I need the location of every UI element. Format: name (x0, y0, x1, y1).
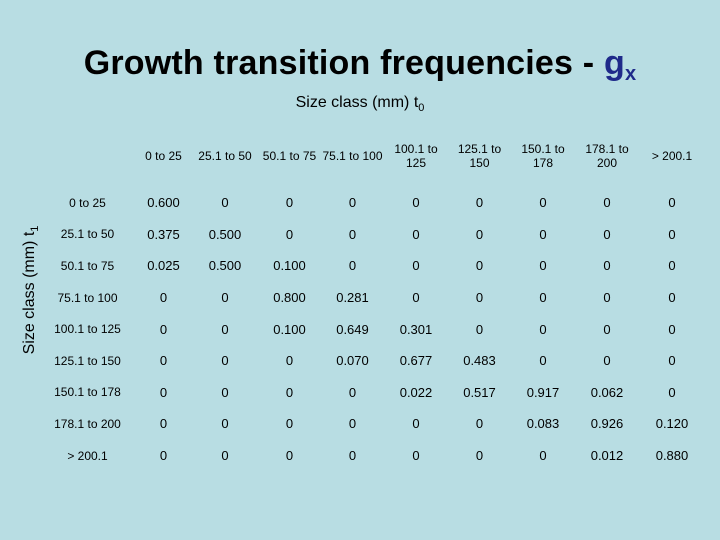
column-header: 100.1 to 125 (394, 142, 438, 170)
column-axis-label (0, 94, 720, 114)
table-cell: 0 (412, 226, 420, 242)
table-cell: 0 (221, 195, 229, 211)
table-cell: 0 (285, 353, 294, 369)
table-cell: 0 (159, 321, 168, 337)
table-cell: 0.517 (463, 384, 496, 400)
table-cell: 0 (603, 226, 611, 242)
table-row (40, 250, 705, 282)
table-cell: 0 (159, 290, 168, 306)
row-header: 0 to 25 (69, 195, 106, 210)
column-axis-subscript: 0 (418, 102, 425, 115)
table-cell: 0.022 (399, 384, 433, 400)
table-cell: 0.600 (147, 195, 180, 211)
row-header: > 200.1 (67, 448, 108, 463)
table-cell: 0 (348, 195, 357, 211)
row-header: 50.1 to 75 (60, 258, 115, 273)
corner-cell (40, 125, 135, 187)
title-symbol-subscript: x (624, 63, 637, 85)
row-header: 125.1 to 150 (54, 353, 121, 368)
table-row (40, 345, 705, 377)
row-header: 150.1 to 178 (54, 385, 121, 400)
table-cell: 0 (159, 448, 168, 464)
table-row (40, 282, 705, 314)
table-cell: 0 (412, 416, 420, 432)
table-cell: 0 (668, 290, 676, 306)
table-cell: 0.800 (273, 290, 306, 306)
table-cell: 0 (348, 416, 357, 432)
table-row (40, 377, 705, 409)
table-cell: 0 (221, 290, 229, 306)
table-cell: 0 (603, 195, 611, 211)
table-cell: 0 (348, 448, 357, 464)
table-cell: 0 (348, 226, 357, 242)
row-axis-label-text: Size class (mm) t (20, 231, 38, 355)
table-cell: 0.100 (273, 258, 306, 274)
table-cell: 0.375 (147, 226, 180, 242)
column-header: > 200.1 (651, 149, 693, 163)
title-symbol (603, 44, 637, 85)
table-cell: 0 (221, 353, 229, 369)
table-cell: 0 (475, 448, 484, 464)
table-cell: 0 (668, 195, 676, 211)
table-cell: 0 (412, 290, 420, 306)
table-row (40, 187, 705, 219)
table-cell: 0 (221, 448, 229, 464)
table-cell: 0 (539, 321, 547, 337)
table-cell: 0.025 (147, 258, 180, 274)
table-cell: 0.500 (208, 226, 242, 242)
table-cell: 0 (539, 226, 547, 242)
table-cell: 0 (285, 226, 294, 242)
table-cell: 0.649 (336, 321, 369, 337)
row-header: 178.1 to 200 (54, 416, 121, 431)
row-header: 75.1 to 100 (57, 290, 118, 305)
slide-title-text: Growth transition frequencies - (83, 44, 604, 82)
table-cell: 0 (159, 353, 168, 369)
table-cell: 0 (603, 353, 611, 369)
table-cell: 0 (285, 416, 294, 432)
table-cell: 0.012 (590, 448, 624, 464)
column-header: 50.1 to 75 (262, 149, 317, 163)
table-cell: 0 (668, 384, 676, 400)
row-axis-label (21, 226, 41, 355)
table-cell: 0 (285, 195, 294, 211)
table-cell: 0.926 (590, 416, 624, 432)
table-cell: 0 (539, 448, 547, 464)
table-cell: 0 (475, 416, 484, 432)
table-cell: 0 (539, 195, 547, 211)
table-cell: 0 (603, 321, 611, 337)
table-cell: 0 (348, 258, 357, 274)
table-cell: 0.483 (463, 353, 496, 369)
table-cell: 0.500 (208, 258, 242, 274)
table-header (40, 125, 705, 187)
table-cell: 0 (475, 226, 484, 242)
table-cell: 0 (475, 321, 484, 337)
table-cell: 0 (348, 384, 357, 400)
transition-table (40, 125, 705, 471)
table-cell: 0 (668, 321, 676, 337)
table-row (40, 408, 705, 440)
table-cell: 0 (159, 416, 168, 432)
column-header: 125.1 to 150 (457, 142, 502, 170)
table-cell: 0 (539, 258, 547, 274)
column-header: 178.1 to 200 (585, 142, 629, 170)
column-header: 0 to 25 (145, 149, 182, 163)
table-cell: 0 (285, 448, 294, 464)
table-row (40, 313, 705, 345)
table-cell: 0.301 (399, 321, 433, 337)
table-cell: 0.677 (399, 353, 433, 369)
table-cell: 0 (475, 290, 484, 306)
table-cell: 0 (285, 384, 294, 400)
table-cell: 0.062 (590, 384, 624, 400)
table-cell: 0 (412, 258, 420, 274)
table-cell: 0.083 (526, 416, 560, 432)
table-cell: 0 (668, 258, 676, 274)
table-cell: 0 (221, 321, 229, 337)
table-cell: 0.281 (336, 290, 369, 306)
table-cell: 0 (412, 195, 420, 211)
table-cell: 0.100 (273, 321, 306, 337)
table-cell: 0 (159, 384, 168, 400)
table-cell: 0.880 (655, 448, 689, 464)
table-cell: 0 (475, 195, 484, 211)
table-cell: 0 (475, 258, 484, 274)
table-cell: 0.070 (336, 353, 369, 369)
column-axis-label-text: Size class (mm) t (295, 94, 419, 111)
table-body (40, 187, 705, 471)
table-cell: 0 (221, 416, 229, 432)
row-header: 25.1 to 50 (60, 227, 115, 242)
table-cell: 0 (668, 226, 676, 242)
table-row (40, 440, 705, 472)
slide-title (0, 44, 720, 86)
row-header: 100.1 to 125 (54, 322, 121, 337)
table-cell: 0 (539, 353, 547, 369)
table-cell: 0 (539, 290, 547, 306)
title-symbol-letter: g (603, 44, 625, 82)
table-cell: 0 (603, 258, 611, 274)
column-header: 75.1 to 100 (322, 149, 383, 163)
table-cell: 0 (412, 448, 420, 464)
table-cell: 0.120 (655, 416, 689, 432)
column-header: 25.1 to 50 (198, 149, 252, 163)
header-row (40, 125, 705, 187)
table-row (40, 219, 705, 251)
table-cell: 0 (668, 353, 676, 369)
table-cell: 0.917 (526, 384, 560, 400)
table-cell: 0 (603, 290, 611, 306)
column-header: 150.1 to 178 (521, 142, 565, 170)
table-cell: 0 (221, 384, 229, 400)
row-axis-subscript: 1 (29, 225, 42, 232)
